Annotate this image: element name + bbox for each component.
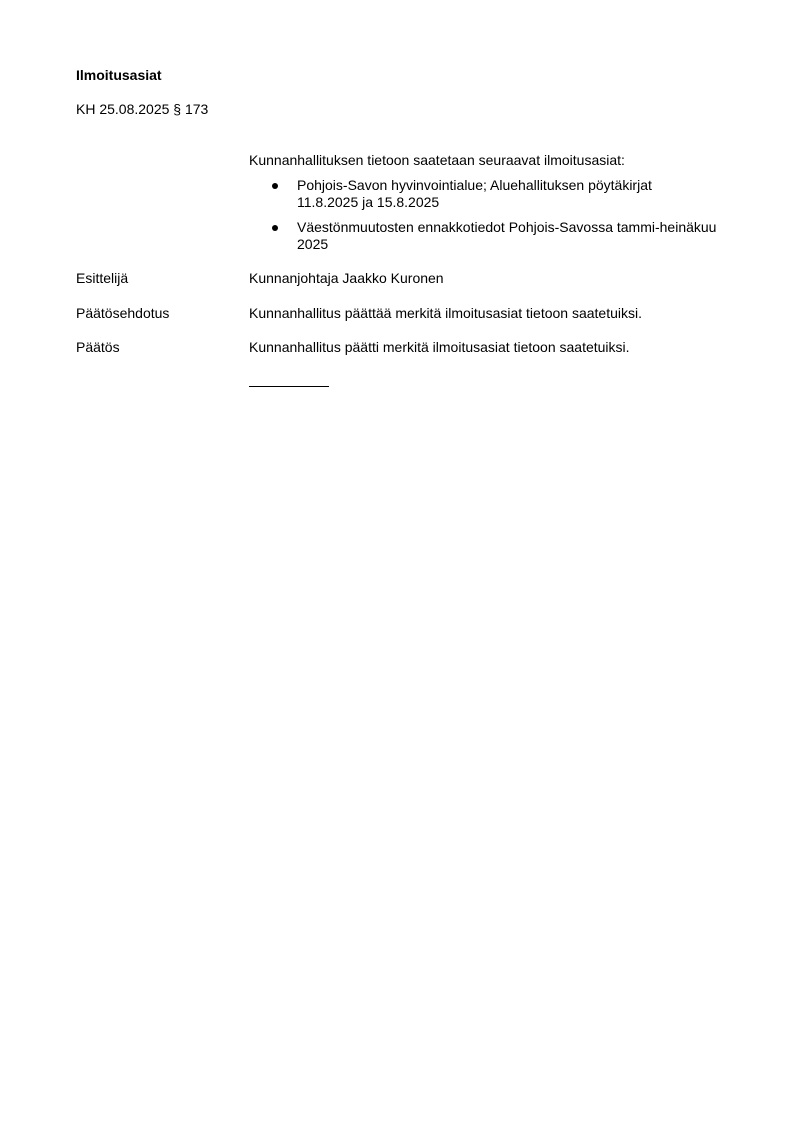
list-item-line1: Pohjois-Savon hyvinvointialue; Aluehallituksen pöytäkirjat xyxy=(297,177,652,193)
intro-text: Kunnanhallituksen tietoon saatetaan seuraavat ilmoitusasiat: xyxy=(249,152,625,168)
list-item-line1: Väestönmuutosten ennakkotiedot Pohjois-Savossa tammi-heinäkuu xyxy=(297,219,717,235)
decision-label: Päätös xyxy=(76,339,120,355)
presenter-label: Esittelijä xyxy=(76,270,129,286)
decision-value: Kunnanhallitus päätti merkitä ilmoitusasiat tietoon saatetuiksi. xyxy=(249,339,630,355)
notice-list xyxy=(249,177,744,261)
list-item xyxy=(249,177,744,211)
meeting-reference: KH 25.08.2025 § 173 xyxy=(76,101,209,117)
list-item xyxy=(249,219,744,253)
bullet-icon xyxy=(272,225,278,231)
presenter-value: Kunnanjohtaja Jaakko Kuronen xyxy=(249,270,444,286)
list-item-line2: 2025 xyxy=(297,236,329,252)
end-divider xyxy=(249,386,329,387)
proposal-label: Päätösehdotus xyxy=(76,305,170,321)
document-title: Ilmoitusasiat xyxy=(76,67,162,83)
proposal-value: Kunnanhallitus päättää merkitä ilmoitusasiat tietoon saatetuiksi. xyxy=(249,305,642,321)
list-item-line2: 11.8.2025 ja 15.8.2025 xyxy=(297,194,440,210)
bullet-icon xyxy=(272,183,278,189)
